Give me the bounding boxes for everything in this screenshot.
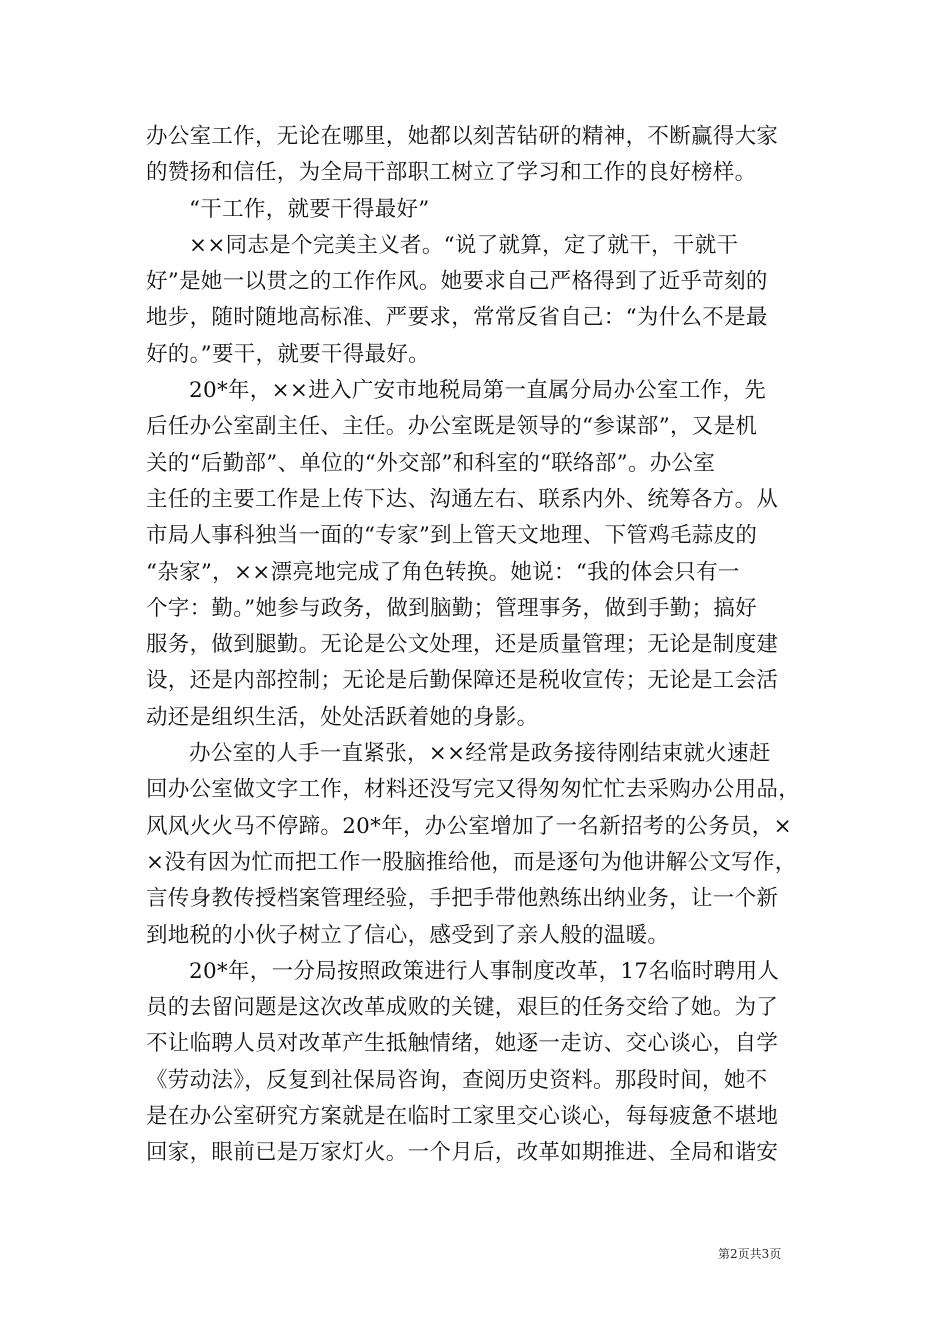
paragraph xyxy=(146,119,806,192)
text-line: “干工作，就要干得最好” xyxy=(189,196,430,222)
text-line: 的赞扬和信任，为全局干部职工树立了学习和工作的良好榜样。 xyxy=(146,160,757,186)
text-line: 回办公室做文字工作，材料还没写完又得匆匆忙忙去采购办公用品， xyxy=(146,777,801,803)
page-body xyxy=(146,119,806,1172)
paragraph xyxy=(146,736,806,954)
text-line: “杂家”，××漂亮地完成了角色转换。她说：“我的体会只有一 xyxy=(146,559,740,585)
text-line: 好”是她一以贯之的工作作风。她要求自己严格得到了近乎苛刻的 xyxy=(146,269,768,295)
paragraph xyxy=(146,192,806,228)
paragraph xyxy=(146,373,806,736)
text-line: ××同志是个完美主义者。“说了就算，定了就干，干就干 xyxy=(189,232,739,258)
text-line: 20*年，一分局按照政策进行人事制度改革，17名临时聘用人 xyxy=(189,958,780,984)
text-line: 办公室的人手一直紧张，××经常是政务接待刚结束就火速赶 xyxy=(189,741,771,767)
text-line: 动还是组织生活，处处活跃着她的身影。 xyxy=(146,704,539,730)
text-line: 回家，眼前已是万家灯火。一个月后，改革如期推进、全局和谐安 xyxy=(146,1140,779,1166)
text-line: 市局人事科独当一面的“专家”到上管天文地理、下管鸡毛蒜皮的 xyxy=(146,523,758,549)
text-line: 到地税的小伙子树立了信心，感受到了亲人般的温暖。 xyxy=(146,922,670,948)
text-line: 《劳动法》，反复到社保局咨询，查阅历史资料。那段时间，她不 xyxy=(146,1067,768,1093)
page-number-footer: 第2页共3页 xyxy=(718,1247,782,1261)
text-line: 风风火火马不停蹄。20*年，办公室增加了一名新招考的公务员，× xyxy=(146,813,792,839)
text-line: 设，还是内部控制；无论是后勤保障还是税收宣传；无论是工会活 xyxy=(146,668,779,694)
text-line: 20*年，××进入广安市地税局第一直属分局办公室工作，先 xyxy=(189,378,767,404)
text-line: 员的去留问题是这次改革成败的关键，艰巨的任务交给了她。为了 xyxy=(146,995,779,1021)
paragraph xyxy=(146,954,806,1172)
text-line: 言传身教传授档案管理经验，手把手带他熟练出纳业务，让一个新 xyxy=(146,886,779,912)
text-line: 是在办公室研究方案就是在临时工家里交心谈心，每每疲惫不堪地 xyxy=(146,1104,779,1130)
text-line: 地步，随时随地高标准、严要求，常常反省自己：“为什么不是最 xyxy=(146,305,768,331)
text-line: 关的“后勤部”、单位的“外交部”和科室的“联络部”。办公室 xyxy=(146,450,716,476)
text-line: 服务，做到腿勤。无论是公文处理，还是质量管理；无论是制度建 xyxy=(146,632,779,658)
text-line: 主任的主要工作是上传下达、沟通左右、联系内外、统筹各方。从 xyxy=(146,486,779,512)
text-line: 好的。”要干，就要干得最好。 xyxy=(146,341,430,367)
text-line: 不让临聘人员对改革产生抵触情绪，她逐一走访、交心谈心，自学 xyxy=(146,1031,779,1057)
paragraph xyxy=(146,228,806,373)
text-line: 办公室工作，无论在哪里，她都以刻苦钻研的精神，不断赢得大家 xyxy=(146,124,779,149)
text-line: ×没有因为忙而把工作一股脑推给他，而是逐句为他讲解公文写作， xyxy=(146,849,797,875)
text-line: 后任办公室副主任、主任。办公室既是领导的“参谋部”，又是机 xyxy=(146,414,758,440)
text-line: 个字：勤。”她参与政务，做到脑勤；管理事务，做到手勤；搞好 xyxy=(146,595,757,621)
